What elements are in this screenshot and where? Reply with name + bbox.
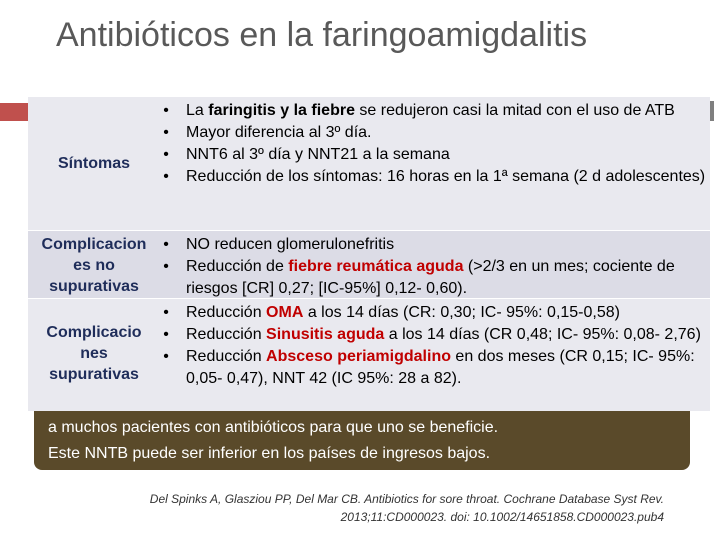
- slide-title: Antibióticos en la faringoamigdalitis: [56, 16, 588, 54]
- bullet-item: [156, 346, 716, 390]
- bold-text: faringitis y la fiebre: [208, 102, 355, 119]
- bullet-dot-icon: •: [163, 326, 169, 343]
- highlight-text: OMA: [266, 304, 304, 321]
- row-label-line: supurativas: [49, 278, 139, 295]
- citation: [64, 490, 664, 526]
- table-row-no-supurativas: [28, 230, 710, 299]
- bullet-dot-icon: •: [163, 102, 169, 119]
- bullet-item: [156, 234, 716, 256]
- findings-table: [28, 97, 710, 410]
- bullet-item: [156, 122, 716, 144]
- row-label-line: Síntomas: [57, 155, 130, 172]
- row-label-line: es no: [73, 257, 115, 274]
- bullet-text: NNT6 al 3º día y NNT21 a la semana: [186, 146, 450, 163]
- bullet-dot-icon: •: [163, 168, 169, 185]
- bullet-text: a los 14 días (CR: 0,30; IC- 95%: 0,15-0,58): [303, 304, 620, 321]
- citation-line-2: 2013;11:CD000023. doi: 10.1002/14651858.CD000023.pub4: [340, 510, 664, 524]
- table-row-sintomas: [28, 97, 710, 230]
- bullet-text: Reducción: [186, 326, 267, 343]
- row-label: [28, 322, 160, 385]
- bullet-item: [156, 256, 716, 300]
- highlight-text: fiebre reumática aguda: [288, 258, 464, 275]
- bullet-text: Reducción: [186, 304, 267, 321]
- summary-line-2: Este NNTB puede ser inferior en los países de ingresos bajos.: [48, 445, 491, 462]
- row-label: [28, 234, 160, 297]
- summary-line-1: a muchos pacientes con antibióticos para que uno se beneficie.: [48, 419, 499, 436]
- row-label: [28, 153, 160, 174]
- highlight-text: Absceso periamigdalino: [266, 348, 451, 365]
- bullet-text: en dos meses (CR 0,15; IC- 95%: 0,05- 0,47), NNT 42 (IC 95%: 28 a 82).: [186, 348, 695, 387]
- bullet-item: [156, 324, 716, 346]
- bullet-text: se redujeron casi la mitad con el uso de ATB: [354, 102, 675, 119]
- highlight-text: Sinusitis aguda: [266, 326, 385, 343]
- bullet-dot-icon: •: [163, 258, 169, 275]
- bullet-text: Reducción: [186, 348, 267, 365]
- bullet-dot-icon: •: [163, 304, 169, 321]
- bullet-text: Mayor diferencia al 3º día.: [186, 124, 372, 141]
- bullet-text: La: [186, 102, 209, 119]
- row-label-line: nes: [80, 345, 108, 362]
- bullet-list: [156, 234, 716, 300]
- bullet-dot-icon: •: [163, 124, 169, 141]
- bullet-item: [156, 100, 716, 122]
- bullet-dot-icon: •: [163, 146, 169, 163]
- bullet-text: NO reducen glomerulonefritis: [186, 236, 395, 253]
- row-label-line: Complicacion: [41, 236, 147, 253]
- citation-line-1: Del Spinks A, Glasziou PP, Del Mar CB. Antibiotics for sore throat. Cochrane Database Syst Rev.: [149, 492, 664, 506]
- bullet-text: (>2/3 en un mes; cociente de riesgos [CR] 0,27; [IC-95%] 0,12- 0,60).: [186, 258, 675, 297]
- table-row-supurativas: [28, 298, 710, 411]
- bullet-dot-icon: •: [163, 236, 169, 253]
- bullet-list: [156, 302, 716, 390]
- row-label-line: Complicacio: [46, 324, 142, 341]
- bullet-item: [156, 166, 716, 188]
- bullet-item: [156, 302, 716, 324]
- bullet-text: a los 14 días (CR 0,48; IC- 95%: 0,08- 2,76): [384, 326, 701, 343]
- bullet-item: [156, 144, 716, 166]
- bullet-list: [156, 100, 716, 188]
- row-label-line: supurativas: [49, 366, 139, 383]
- bullet-text: Reducción de: [186, 258, 289, 275]
- bullet-text: Reducción de los síntomas: 16 horas en la 1ª semana (2 d adolescentes): [186, 168, 706, 185]
- bullet-dot-icon: •: [163, 348, 169, 365]
